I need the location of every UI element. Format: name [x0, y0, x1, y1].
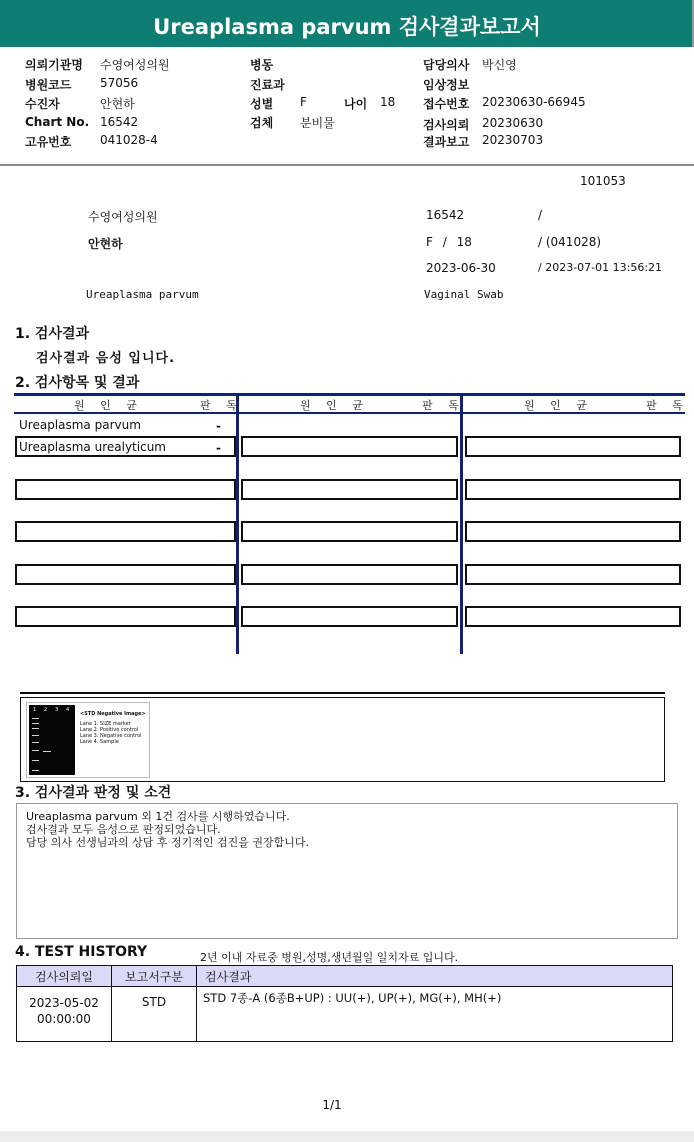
- institution-value: 수영여성의원: [100, 58, 170, 72]
- patient-institution: 수영여성의원: [88, 210, 158, 224]
- result-row-box: [15, 521, 236, 542]
- report-value: 20230703: [482, 133, 544, 147]
- pathogen-name: Ureaplasma parvum: [19, 418, 141, 432]
- sex-value: F: [300, 95, 307, 109]
- patient-unique: / (041028): [538, 235, 602, 249]
- unique-no-value: 041028-4: [100, 133, 158, 147]
- receipt-label: 접수번호: [423, 97, 470, 111]
- unique-no-label: 고유번호: [25, 135, 72, 149]
- pathogen-name: Ureaplasma urealyticum: [19, 440, 166, 454]
- page-bottom-band: [0, 1131, 694, 1142]
- image-section-rule: [20, 692, 665, 694]
- result-row-box: [241, 436, 458, 457]
- history-col-result: 검사결과: [197, 966, 673, 987]
- result-row-box: [465, 606, 681, 627]
- section3-title: 3. 검사결과 판정 및 소견: [15, 785, 172, 801]
- section4-title: 4. TEST HISTORY: [15, 944, 148, 960]
- result-row-box: [465, 436, 681, 457]
- institution-label: 의뢰기관명: [25, 58, 83, 72]
- gel-legend-item: Lane 2. Positive control: [80, 727, 139, 733]
- result-summary: 검사결과 음성 입니다.: [36, 351, 176, 366]
- hospital-code-label: 병원코드: [25, 78, 72, 92]
- receipt-value: 20230630-66945: [482, 95, 586, 109]
- request-value: 20230630: [482, 116, 544, 130]
- lane-number: 2: [44, 707, 48, 713]
- gel-legend-item: Lane 4. Sample: [80, 739, 119, 745]
- test-name: Ureaplasma parvum: [86, 288, 199, 301]
- specimen-label: 검체: [250, 116, 274, 130]
- opinion-line: 담당 의사 선생님과의 상담 후 정기적인 검진을 권장합니다.: [26, 836, 309, 849]
- history-type: STD: [112, 987, 197, 1042]
- date-reported: / 2023-07-01 13:56:21: [538, 261, 663, 274]
- result-row-box: [465, 521, 681, 542]
- result-row: [19, 440, 235, 460]
- history-header-row: [17, 966, 673, 987]
- history-col-date: 검사의뢰일: [17, 966, 112, 987]
- report-title: Ureaplasma parvum 검사결과보고서: [153, 15, 541, 39]
- patient-value: 안현하: [100, 97, 135, 111]
- doctor-label: 담당의사: [423, 58, 470, 72]
- result-row-box: [15, 479, 236, 500]
- opinion-line: 검사결과 모두 음성으로 판정되었습니다.: [26, 823, 221, 836]
- chart-no-value: 16542: [100, 115, 139, 129]
- result-row-box: [241, 521, 458, 542]
- page-number: 1/1: [322, 1098, 342, 1112]
- gel-legend-item: Lane 1. SIZE marker: [80, 721, 131, 727]
- ward-label: 병동: [250, 58, 274, 72]
- sex-label: 성별: [250, 97, 274, 111]
- result-row-box: [465, 564, 681, 585]
- lane-number: 3: [55, 707, 59, 713]
- lane-number: 1: [33, 707, 37, 713]
- history-date-cell: [17, 987, 112, 1042]
- history-row: [17, 987, 673, 1042]
- gel-image: [26, 702, 150, 778]
- results-column-divider: [236, 396, 239, 654]
- test-history-table: [16, 965, 673, 1042]
- section1-title: 1. 검사결과: [15, 326, 90, 342]
- result-row: [19, 418, 235, 438]
- col-header-pathogen: 원 인 균: [524, 399, 593, 412]
- results-table-top-rule: [14, 393, 685, 396]
- patient-chart: 16542: [426, 208, 465, 222]
- gel-legend-item: Lane 3. Negative control: [80, 733, 142, 739]
- history-result: STD 7종-A (6종B+UP) : UU(+), UP(+), MG(+), MH(+): [197, 987, 673, 1042]
- header-divider: [0, 164, 694, 166]
- patient-chart-slash: /: [538, 208, 543, 222]
- dept-label: 진료과: [250, 78, 285, 92]
- age-value: 18: [380, 95, 396, 109]
- section2-title: 2. 검사항목 및 결과: [15, 375, 140, 391]
- gel-legend: [80, 711, 146, 745]
- hospital-code-value: 57056: [100, 76, 139, 90]
- judgement-value: -: [216, 441, 221, 455]
- judgement-value: -: [216, 419, 221, 433]
- result-row-box: [241, 479, 458, 500]
- result-row-box: [241, 606, 458, 627]
- specimen-type: Vaginal Swab: [424, 288, 504, 301]
- chart-no-label: Chart No.: [25, 115, 90, 129]
- gel-electrophoresis-picture: [29, 705, 75, 775]
- lane-number: 4: [66, 707, 70, 713]
- specimen-code: 101053: [580, 174, 626, 188]
- patient-name: 안현하: [88, 237, 123, 251]
- clinical-label: 임상정보: [423, 78, 470, 92]
- doctor-value: 박신영: [482, 58, 517, 72]
- result-row-box: [15, 606, 236, 627]
- result-row-box: [241, 564, 458, 585]
- opinion-line: Ureaplasma parvum 외 1건 검사를 시행하였습니다.: [26, 810, 290, 823]
- history-time: 00:00:00: [37, 1012, 91, 1026]
- col-header-pathogen: 원 인 균: [300, 399, 369, 412]
- opinion-box: [16, 803, 678, 939]
- patient-label: 수진자: [25, 97, 60, 111]
- request-label: 검사의뢰: [423, 118, 470, 132]
- report-title-bar: [0, 0, 694, 47]
- history-col-type: 보고서구분: [112, 966, 197, 987]
- history-date: 2023-05-02: [29, 996, 99, 1010]
- results-column-divider: [460, 396, 463, 654]
- gel-legend-title: <STD Negative Image>: [80, 711, 146, 717]
- col-header-pathogen: 원 인 균: [74, 399, 143, 412]
- patient-sex-age: F / 18: [426, 235, 472, 249]
- gel-image-frame: [20, 697, 665, 782]
- report-label: 결과보고: [423, 135, 470, 149]
- col-header-judgement: 판 독: [200, 399, 243, 412]
- history-note: 2년 이내 자료중 병원,성명,생년월일 일치자료 입니다.: [200, 951, 459, 964]
- age-label: 나이: [344, 97, 368, 111]
- result-row-box: [15, 564, 236, 585]
- date-received: 2023-06-30: [426, 261, 496, 275]
- specimen-value: 분비물: [300, 116, 335, 130]
- result-row-box: [465, 479, 681, 500]
- col-header-judgement: 판 독: [422, 399, 465, 412]
- col-header-judgement: 판 독: [646, 399, 689, 412]
